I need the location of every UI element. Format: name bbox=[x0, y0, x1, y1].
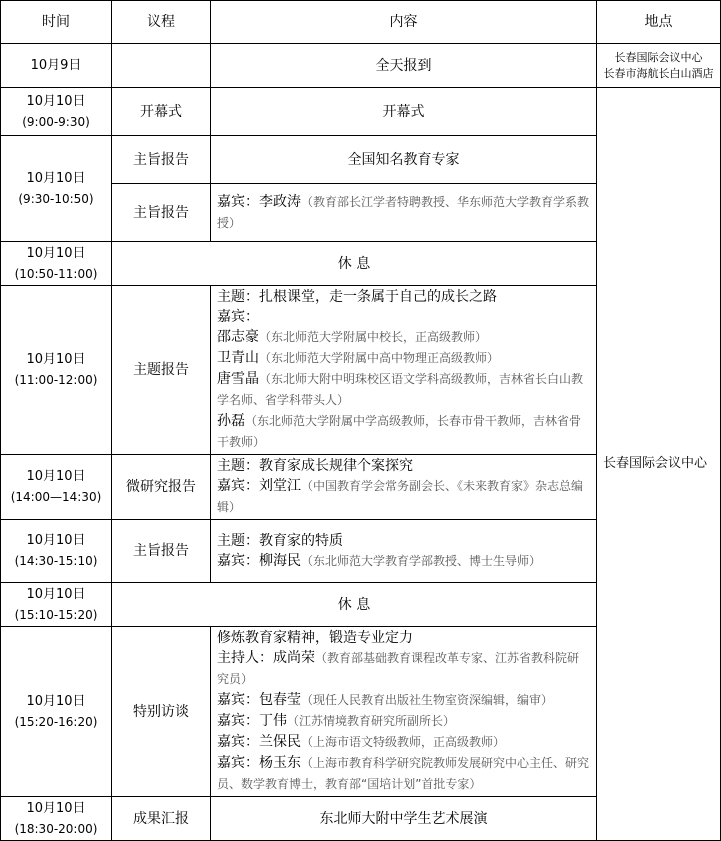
date-text: 10月10日 bbox=[26, 93, 86, 109]
time-range: (10:50-11:00) bbox=[14, 266, 98, 281]
date-text: 10月10日 bbox=[26, 533, 86, 548]
host-note: （教育部基础教育课程改革专家、江苏省教科院研究员） bbox=[217, 651, 580, 686]
time-cell bbox=[1, 242, 112, 286]
guest-note: （现任人民教育出版社生物室资深编辑，编审） bbox=[301, 693, 554, 707]
content-cell: 开幕式 bbox=[211, 88, 597, 136]
time-cell bbox=[1, 627, 112, 797]
guest-line bbox=[217, 348, 590, 369]
guest-note: （上海市语文特级教师，正高级教师） bbox=[301, 735, 506, 749]
guest-name: 嘉宾：杨玉东 bbox=[217, 755, 301, 771]
date-text: 10月10日 bbox=[26, 245, 86, 261]
time-cell bbox=[1, 455, 112, 520]
guest-note: （东北师范大学附属中学高级教师，长春市骨干教师，吉林省骨干教师） bbox=[217, 414, 582, 449]
agenda-cell: 主旨报告 bbox=[112, 520, 211, 583]
time-cell bbox=[1, 286, 112, 455]
guest-name: 邵志豪 bbox=[217, 329, 259, 345]
date-text: 10月10日 bbox=[26, 800, 86, 816]
agenda-cell: 成果汇报 bbox=[112, 797, 211, 841]
venue-line: 长春国际会议中心 bbox=[614, 50, 703, 64]
agenda-cell: 主旨报告 bbox=[112, 184, 211, 242]
header-content: 内容 bbox=[211, 1, 597, 44]
time-cell bbox=[1, 136, 112, 242]
time-range: (15:20-16:20) bbox=[14, 714, 98, 729]
guest-note: （教育部长江学者特聘教授、华东师范大学教育学系教授） bbox=[217, 194, 590, 230]
date-text: 10月10日 bbox=[26, 469, 86, 484]
time-cell bbox=[1, 797, 112, 841]
date-text: 10月10日 bbox=[26, 352, 86, 367]
time-cell bbox=[1, 583, 112, 627]
content-cell bbox=[211, 520, 597, 583]
time-range: (9:30-10:50) bbox=[18, 191, 94, 206]
time-cell bbox=[1, 44, 112, 88]
content-cell bbox=[211, 184, 597, 242]
agenda-cell: 主题报告 bbox=[112, 286, 211, 455]
guest-line bbox=[217, 411, 590, 453]
topic-line: 主题：扎根课堂，走一条属于自己的成长之路 bbox=[217, 289, 497, 305]
guest-name: 嘉宾：兰保民 bbox=[217, 734, 301, 750]
guest-line bbox=[217, 551, 590, 572]
content-cell bbox=[211, 286, 597, 455]
guest-note: （东北师范大学附属中高中物理正高级教师） bbox=[259, 351, 500, 365]
content-cell: 东北师大附中学生艺术展演 bbox=[211, 797, 597, 841]
header-row bbox=[1, 1, 721, 44]
agenda-cell: 特别访谈 bbox=[112, 627, 211, 797]
time-cell bbox=[1, 88, 112, 136]
agenda-cell: 开幕式 bbox=[112, 88, 211, 136]
guest-name: 唐雪晶 bbox=[217, 371, 259, 387]
table-row bbox=[1, 88, 721, 136]
guest-heading: 嘉宾： bbox=[217, 309, 259, 325]
venue-cell bbox=[597, 44, 721, 88]
guest-line bbox=[217, 327, 590, 348]
content-cell: 全国知名教育专家 bbox=[211, 136, 597, 184]
time-range: (14:00—14:30) bbox=[10, 490, 102, 504]
content-cell: 全天报到 bbox=[211, 44, 597, 88]
guest-line bbox=[217, 711, 590, 732]
date-text: 10月10日 bbox=[26, 586, 86, 602]
guest-line bbox=[217, 369, 590, 411]
guest-name: 嘉宾：包春莹 bbox=[217, 692, 301, 708]
agenda-cell bbox=[112, 44, 211, 88]
guest-note: （江苏情境教育研究所副所长） bbox=[287, 714, 456, 728]
venue-cell-main: 长春国际会议中心 bbox=[597, 88, 721, 841]
host-line bbox=[217, 648, 590, 690]
agenda-cell: 微研究报告 bbox=[112, 455, 211, 520]
content-cell bbox=[211, 627, 597, 797]
topic-line: 修炼教育家精神，锻造专业定力 bbox=[217, 630, 413, 646]
guest-name: 嘉宾：刘堂江 bbox=[217, 478, 301, 494]
guest-name: 孙磊 bbox=[217, 413, 245, 429]
time-range: (18:30-20:00) bbox=[14, 821, 98, 836]
guest-label: 嘉宾：李政涛 bbox=[217, 193, 301, 210]
guest-line bbox=[217, 732, 590, 753]
guest-note: （中国教育学会常务副会长、《未来教育家》杂志总编辑） bbox=[217, 479, 584, 514]
date-text: 10月9日 bbox=[30, 58, 82, 73]
guest-line bbox=[217, 476, 590, 518]
content-cell bbox=[211, 455, 597, 520]
header-time: 时间 bbox=[1, 1, 112, 44]
header-venue: 地点 bbox=[597, 1, 721, 44]
topic-line: 主题：教育家成长规律个案探究 bbox=[217, 458, 413, 474]
date-text: 10月10日 bbox=[26, 693, 86, 709]
break-cell: 休 息 bbox=[112, 583, 597, 627]
header-agenda: 议程 bbox=[112, 1, 211, 44]
host-name: 主持人：成尚荣 bbox=[217, 650, 315, 666]
guest-note: （东北师大附中明珠校区语文学科高级教师，吉林省长白山教学名师、省学科带头人） bbox=[217, 372, 584, 407]
guest-note: （东北师范大学教育学部教授、博士生导师） bbox=[301, 553, 542, 568]
venue-line: 长春市海航长白山酒店 bbox=[603, 66, 714, 80]
topic-line: 主题：教育家的特质 bbox=[217, 532, 343, 549]
time-cell bbox=[1, 520, 112, 583]
time-range: (9:00-9:30) bbox=[22, 114, 90, 129]
guest-note: （东北师范大学附属中校长，正高级教师） bbox=[259, 330, 488, 344]
guest-name: 卫青山 bbox=[217, 350, 259, 366]
table-row bbox=[1, 44, 721, 88]
date-text: 10月10日 bbox=[26, 170, 86, 186]
break-cell: 休 息 bbox=[112, 242, 597, 286]
guest-line bbox=[217, 690, 590, 711]
time-range: (15:10-15:20) bbox=[14, 607, 98, 622]
guest-name: 嘉宾：丁伟 bbox=[217, 713, 287, 729]
guest-note: （上海市教育科学研究院教师发展研究中心主任、研究员、数学教育博士，教育部“国培计划”首批专家） bbox=[217, 756, 590, 791]
time-range: (11:00-12:00) bbox=[14, 373, 98, 387]
guest-line bbox=[217, 753, 590, 795]
agenda-cell: 主旨报告 bbox=[112, 136, 211, 184]
time-range: (14:30-15:10) bbox=[14, 554, 98, 568]
guest-name: 嘉宾：柳海民 bbox=[217, 552, 301, 569]
